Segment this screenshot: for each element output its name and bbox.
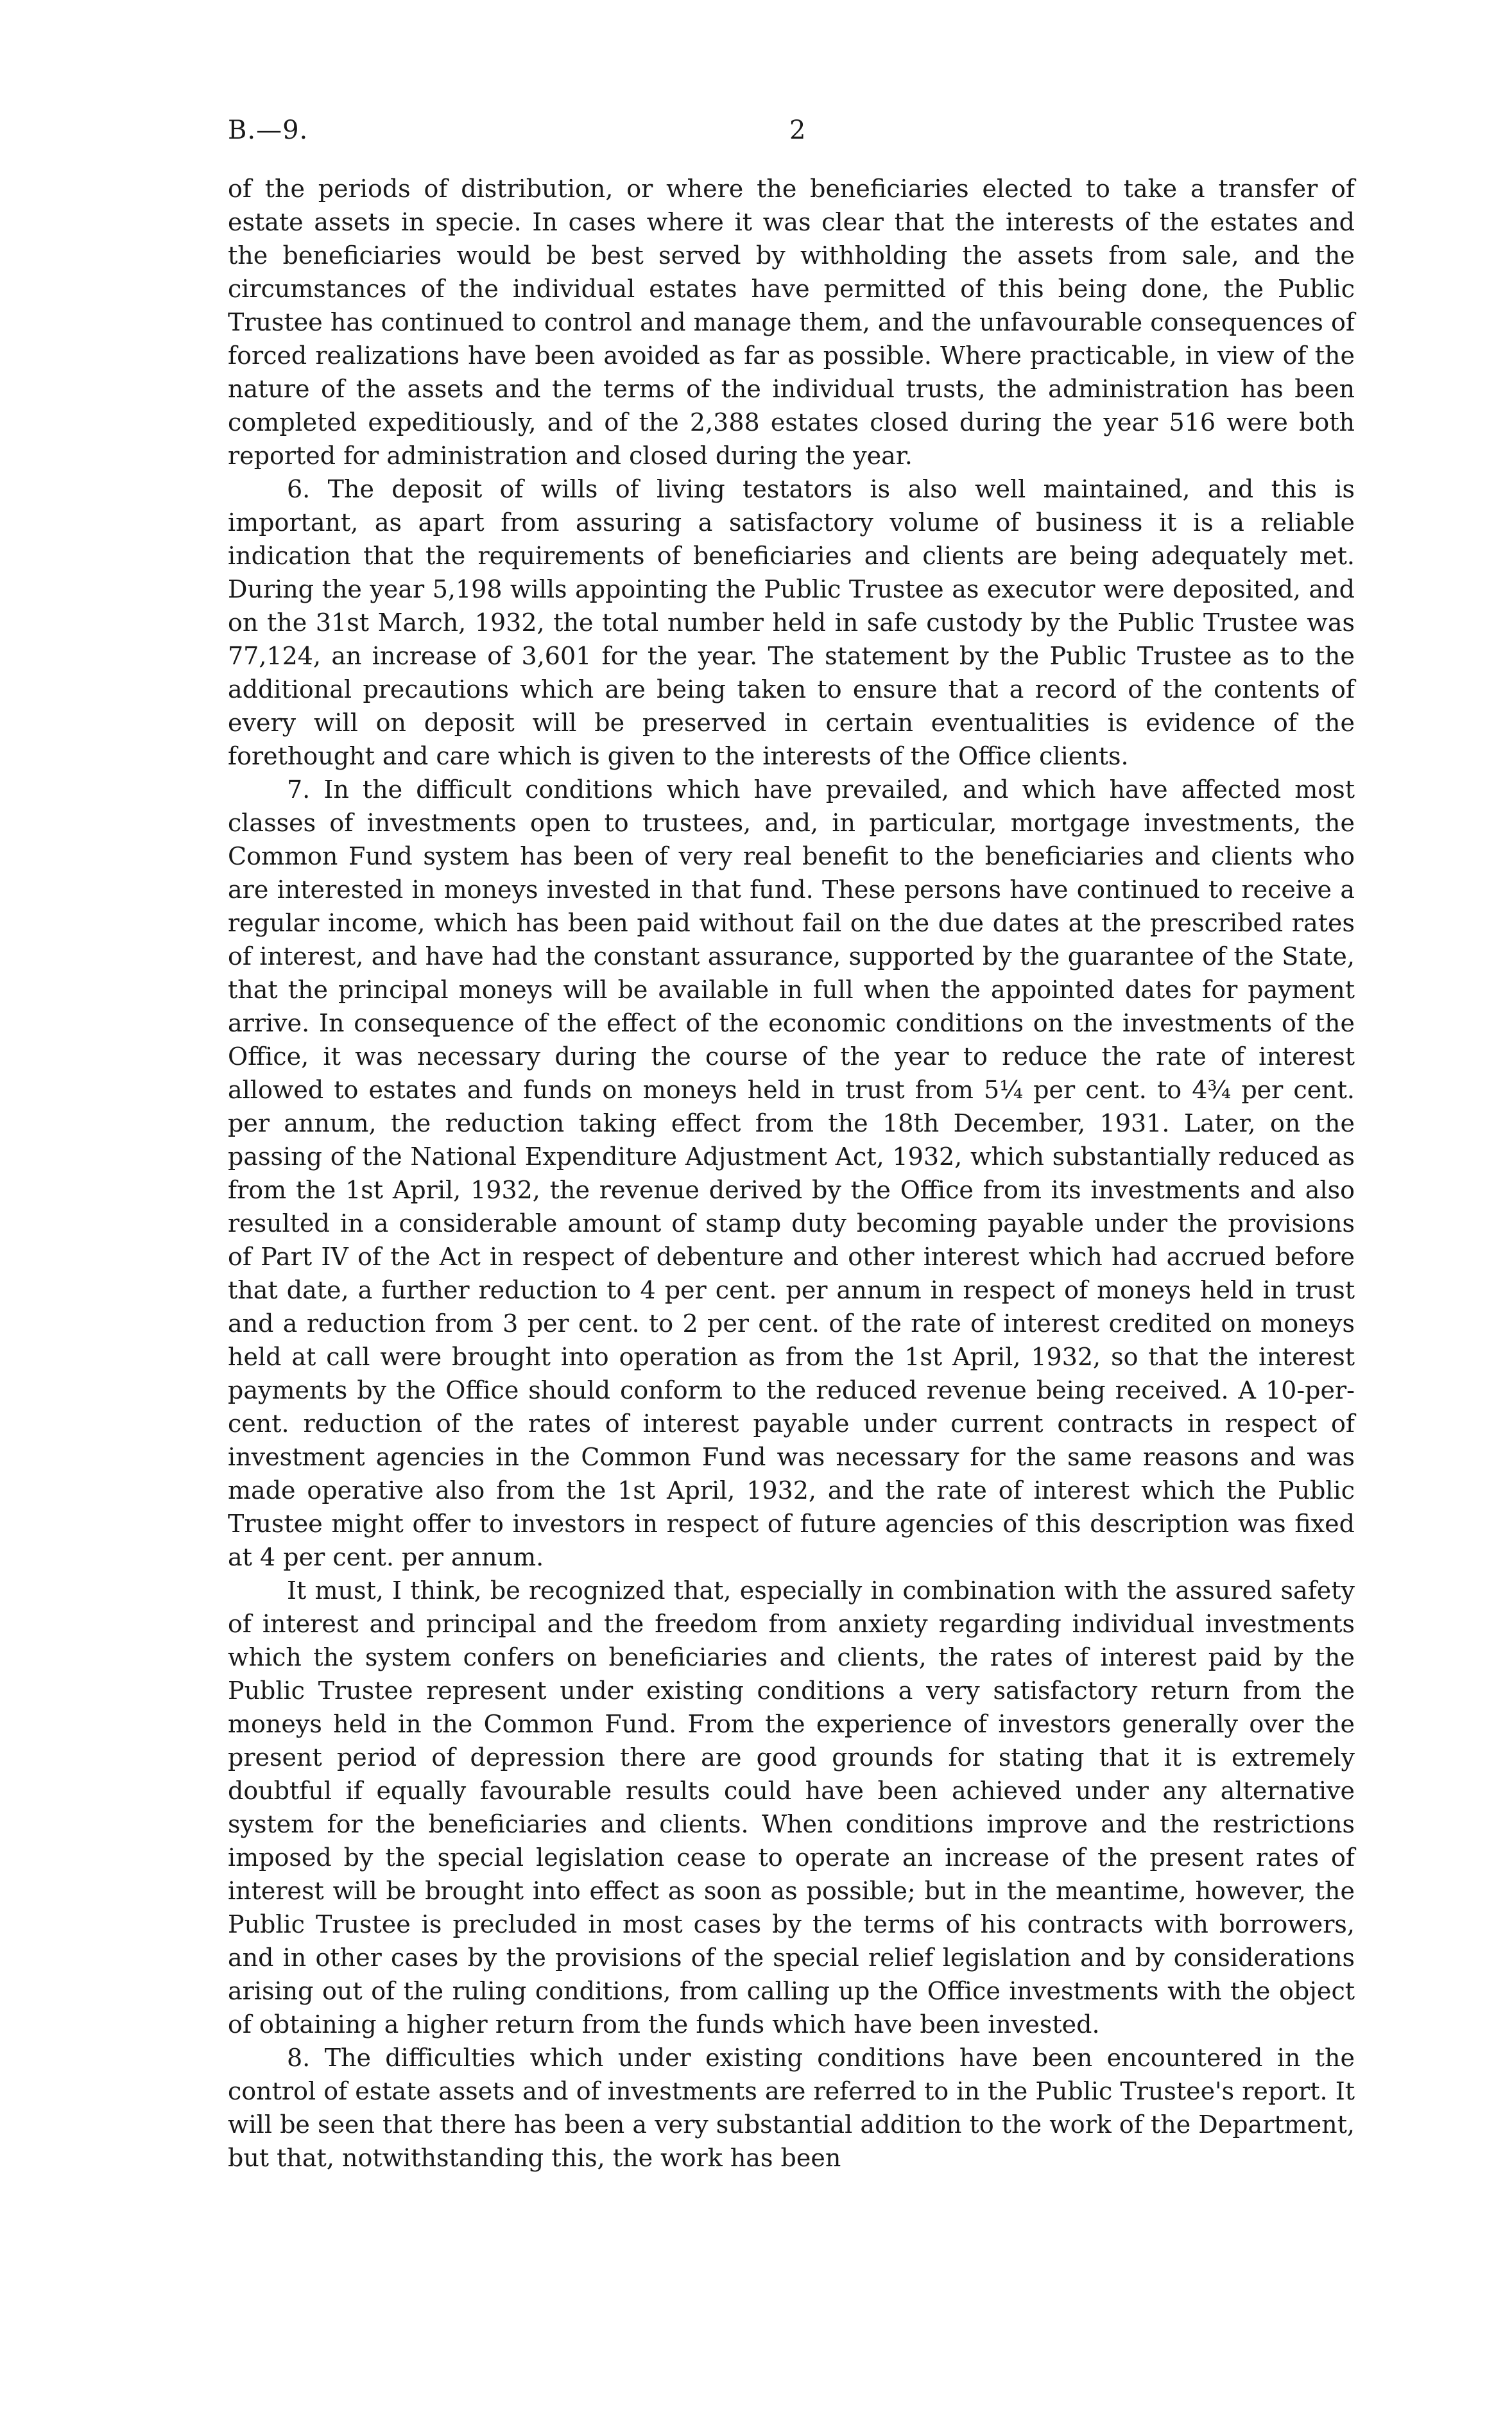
- paragraph-continued: [228, 172, 1355, 472]
- paragraph-number: 8.: [287, 2044, 311, 2072]
- paragraph-text: of the periods of distribution, or where the beneficiaries elected to take a transfer of estate assets in specie. In cases where it was clear that the interests of the estates and the beneficiaries would be best served by withholding the assets from sale, and the circumstances of the individual estates have permitted of this being done, the Public Trustee has continued to control and manage them, and the unfavourable consequences of forced realizations have been avoided as far as possible. Where practicable, in view of the nature of the assets and the terms of the individual trusts, the administration has been completed expeditiously, and of the 2,388 estates closed during the year 516 were both reported for administration and closed during the year.: [228, 175, 1355, 470]
- running-header: [228, 116, 1355, 154]
- paragraph-7: [228, 773, 1355, 1574]
- paragraph-text: The deposit of wills of living testators is also well maintained, and this is important, as apart from assuring a satisfactory volume of business it is a reliable indication that the requirements of beneficiaries and clients are being adequately met. During the year 5,198 wills appointing the Public Trustee as executor were deposited, and on the 31st March, 1932, the total number held in safe custody by the Public Trustee was 77,124, an increase of 3,601 for the year. The statement by the Public Trustee as to the additional precautions which are being taken to ensure that a record of the contents of every will on deposit will be preserved in certain eventualities is evidence of the forethought and care which is given to the interests of the Office clients.: [228, 475, 1355, 770]
- document-reference: B.—9.: [228, 116, 309, 145]
- paragraph-number: 7.: [287, 775, 311, 804]
- page-number: 2: [789, 116, 806, 145]
- paragraph-text: It must, I think, be recognized that, especially in combination with the assured safety of interest and principal and the freedom from anxiety regarding individual investments which the system confers on beneficiaries and clients, the rates of interest paid by the Public Trustee represent under existing conditions a very satisfactory return from the moneys held in the Common Fund. From the experience of investors generally over the present period of depression there are good grounds for stating that it is extremely doubtful if equally favourable results could have been achieved under any alternative system for the beneficiaries and clients. When conditions improve and the restrictions imposed by the special legislation cease to operate an increase of the present rates of interest will be brought into effect as soon as possible; but in the meantime, however, the Public Trustee is precluded in most cases by the terms of his contracts with borrowers, and in other cases by the provisions of the special relief legislation and by considerations arising out of the ruling conditions, from calling up the Office investments with the object of obtaining a higher return from the funds which have been invested.: [228, 1576, 1355, 2039]
- paragraph-6: [228, 472, 1355, 773]
- paragraph-number: 6.: [287, 475, 311, 503]
- paragraph-7-continued: [228, 1574, 1355, 2041]
- body-text: [228, 172, 1355, 2175]
- paragraph-text: The difficulties which under existing conditions have been encountered in the control of estate assets and of investments are referred to in the Public Trustee's report. It will be seen that there has been a very substantial addition to the work of the Department, but that, notwithstanding this, the work has been: [228, 2044, 1355, 2172]
- paragraph-text: In the difficult conditions which have prevailed, and which have affected most classes of investments open to trustees, and, in particular, mortgage investments, the Common Fund system has been of very real benefit to the beneficiaries and clients who are interested in moneys invested in that fund. These persons have continued to receive a regular income, which has been paid without fail on the due dates at the prescribed rates of interest, and have had the constant assurance, supported by the guarantee of the State, that the principal moneys will be available in full when the appointed dates for payment arrive. In consequence of the effect of the economic conditions on the investments of the Office, it was necessary during the course of the year to reduce the rate of interest allowed to estates and funds on moneys held in trust from 5¼ per cent. to 4¾ per cent. per annum, the reduction taking effect from the 18th December, 1931. Later, on the passing of the National Expenditure Adjustment Act, 1932, which substantially reduced as from the 1st April, 1932, the revenue derived by the Office from its investments and also resulted in a considerable amount of stamp duty becoming payable under the provisions of Part IV of the Act in respect of debenture and other interest which had accrued before that date, a further reduction to 4 per cent. per annum in respect of moneys held in trust and a reduction from 3 per cent. to 2 per cent. of the rate of interest credited on moneys held at call were brought into operation as from the 1st April, 1932, so that the interest payments by the Office should conform to the reduced revenue being received. A 10-per-cent. reduction of the rates of interest payable under current contracts in respect of investment agencies in the Common Fund was necessary for the same reasons and was made operative also from the 1st April, 1932, and the rate of interest which the Public Trustee might offer to investors in respect of future agencies of this description was fixed at 4 per cent. per annum.: [228, 775, 1355, 1571]
- paragraph-8: [228, 2041, 1355, 2175]
